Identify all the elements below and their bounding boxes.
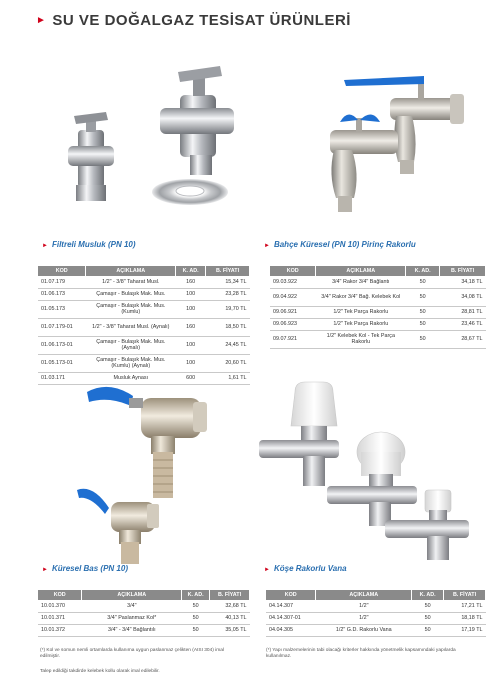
cell-price: 28,67 TL — [440, 330, 486, 348]
cell-price: 35,05 TL — [210, 624, 250, 636]
cell-code: 10.01.371 — [38, 612, 82, 624]
section-arrow-icon: ► — [264, 243, 270, 249]
cell-desc: 3/4" — [82, 600, 182, 612]
cell-price: 23,28 TL — [206, 288, 250, 300]
footnote-stainless: (*) Kol ve somun nemli ortamlarda kullanıma uygun paslanmaz çelikten (AISI 304) imal edilmiştir. — [40, 648, 224, 660]
column-header-fiyat: B. FİYATI — [444, 590, 486, 600]
section-title-filtreli-musluk — [42, 240, 136, 249]
cell-price: 40,13 TL — [210, 612, 250, 624]
table-row — [38, 300, 250, 318]
table-row — [270, 306, 486, 318]
table-row — [38, 276, 250, 288]
cell-price: 20,60 TL — [206, 354, 250, 372]
cell-code: 09.04.922 — [270, 288, 316, 306]
column-header-aciklama: AÇIKLAMA — [82, 590, 182, 600]
cell-qty: 100 — [176, 336, 206, 354]
section-title-kuresel-bas — [42, 564, 128, 573]
cell-code: 10.01.370 — [38, 600, 82, 612]
table-row — [266, 612, 486, 624]
footnote-regulation: (*) Yapı malzemelerinin tabi olacağı kriterler hakkında yönetmelik kapsamındaki yapılarda kullanılmaz. — [266, 648, 456, 660]
cell-qty: 50 — [182, 624, 210, 636]
cell-code: 01.03.171 — [38, 372, 86, 384]
table-row — [266, 600, 486, 612]
cell-qty: 600 — [176, 372, 206, 384]
section-arrow-icon: ► — [42, 567, 48, 573]
table-header-row — [270, 266, 486, 276]
table-row — [270, 276, 486, 288]
cell-price: 18,50 TL — [206, 318, 250, 336]
table-row — [38, 318, 250, 336]
cell-code: 01.05.173-01 — [38, 354, 86, 372]
cell-price: 18,18 TL — [444, 612, 486, 624]
cell-desc: 3/4" Rakor 3/4" Bağ. Kelebek Kol — [316, 288, 406, 306]
column-header-kad: K. AD. — [406, 266, 440, 276]
cell-qty: 50 — [412, 600, 444, 612]
table-row — [270, 318, 486, 330]
cell-price: 23,46 TL — [440, 318, 486, 330]
cell-desc: 3/4" - 3/4" Bağlantılı — [82, 624, 182, 636]
cell-qty: 50 — [406, 330, 440, 348]
cell-price: 34,18 TL — [440, 276, 486, 288]
cell-code: 09.06.923 — [270, 318, 316, 330]
table-row — [38, 600, 250, 612]
cell-desc: 1/2" Tek Parça Rakorlu — [316, 306, 406, 318]
cell-price: 17,19 TL — [444, 624, 486, 636]
table-row — [38, 336, 250, 354]
cell-qty: 50 — [182, 600, 210, 612]
cell-code: 04.04.305 — [266, 624, 316, 636]
column-header-kod: KOD — [270, 266, 316, 276]
title-arrow-icon: ► — [36, 15, 47, 26]
cell-desc: 1/2" - 3/8" Taharat Musl. (Aynalı) — [86, 318, 176, 336]
column-header-kod: KOD — [266, 590, 316, 600]
column-header-fiyat: B. FİYATI — [210, 590, 250, 600]
table-header-row — [38, 590, 250, 600]
page-title-text: SU VE DOĞALGAZ TESİSAT ÜRÜNLERİ — [52, 12, 351, 29]
cell-qty: 160 — [176, 276, 206, 288]
cell-code: 10.01.372 — [38, 624, 82, 636]
table-row — [270, 330, 486, 348]
cell-desc: 1/2" — [316, 612, 412, 624]
cell-code: 04.14.307 — [266, 600, 316, 612]
cell-code: 09.06.921 — [270, 306, 316, 318]
cell-desc: 3/4" Rakor 3/4" Bağlantı — [316, 276, 406, 288]
section-title-text: Bahçe Küresel (PN 10) Pirinç Rakorlu — [273, 240, 416, 249]
cell-price: 28,81 TL — [440, 306, 486, 318]
cell-desc: 1/2" — [316, 600, 412, 612]
section-title-text: Köşe Rakorlu Vana — [273, 564, 347, 573]
cell-qty: 160 — [176, 318, 206, 336]
cell-code: 01.06.173-01 — [38, 336, 86, 354]
cell-desc: Çamaşır - Bulaşık Mak. Mus. (Kumlu) — [86, 300, 176, 318]
cell-price: 15,34 TL — [206, 276, 250, 288]
cell-code: 04.14.307-01 — [266, 612, 316, 624]
cell-desc: Çamaşır - Bulaşık Mak. Mus. — [86, 288, 176, 300]
section-title-bahce-kuresel — [264, 240, 416, 249]
cell-price: 19,70 TL — [206, 300, 250, 318]
price-table-kuresel-bas — [38, 590, 250, 637]
table-row — [270, 288, 486, 306]
cell-code: 01.05.173 — [38, 300, 86, 318]
cell-code: 09.07.921 — [270, 330, 316, 348]
price-table-bahce-kuresel — [270, 266, 486, 349]
cell-price: 1,61 TL — [206, 372, 250, 384]
cell-desc: 1/2" Tek Parça Rakorlu — [316, 318, 406, 330]
cell-price: 24,45 TL — [206, 336, 250, 354]
column-header-kad: K. AD. — [176, 266, 206, 276]
section-arrow-icon: ► — [42, 243, 48, 249]
cell-desc: Çamaşır - Bulaşık Mak. Mus. (Kumlu) (Aynalı) — [86, 354, 176, 372]
cell-qty: 50 — [406, 318, 440, 330]
cell-qty: 50 — [406, 276, 440, 288]
cell-qty: 100 — [176, 300, 206, 318]
column-header-kad: K. AD. — [412, 590, 444, 600]
angle-valve-photo — [60, 60, 250, 220]
table-header-row — [38, 266, 250, 276]
section-title-text: Küresel Bas (PN 10) — [51, 564, 128, 573]
table-row — [38, 288, 250, 300]
cell-desc: Musluk Aynası — [86, 372, 176, 384]
radiator-valve-photo — [255, 382, 480, 562]
price-table-kose-rakorlu — [266, 590, 486, 637]
ball-valve-photo — [75, 380, 255, 565]
column-header-aciklama: AÇIKLAMA — [316, 590, 412, 600]
cell-code: 01.06.173 — [38, 288, 86, 300]
garden-valve-photo — [300, 70, 490, 220]
table-row — [38, 624, 250, 636]
cell-desc: 1/2" G.D. Rakorlu Vana — [316, 624, 412, 636]
table-row — [38, 354, 250, 372]
cell-qty: 100 — [176, 288, 206, 300]
table-row — [38, 612, 250, 624]
page-title — [36, 12, 351, 29]
section-title-kose-rakorlu — [264, 564, 347, 573]
section-arrow-icon: ► — [264, 567, 270, 573]
cell-qty: 100 — [176, 354, 206, 372]
price-table-filtreli-musluk — [38, 266, 250, 385]
cell-price: 34,08 TL — [440, 288, 486, 306]
cell-desc: Çamaşır - Bulaşık Mak. Mus. (Aynalı) — [86, 336, 176, 354]
column-header-kod: KOD — [38, 590, 82, 600]
cell-qty: 50 — [412, 624, 444, 636]
cell-desc: 1/2" - 3/8" Taharat Musl. — [86, 276, 176, 288]
cell-qty: 50 — [182, 612, 210, 624]
cell-code: 01.07.179 — [38, 276, 86, 288]
cell-qty: 50 — [412, 612, 444, 624]
cell-desc: 3/4" Paslanmaz Kol* — [82, 612, 182, 624]
cell-desc: 1/2" Kelebek Kol - Tek Parça Rakorlu — [316, 330, 406, 348]
column-header-fiyat: B. FİYATI — [440, 266, 486, 276]
column-header-kad: K. AD. — [182, 590, 210, 600]
cell-price: 17,21 TL — [444, 600, 486, 612]
section-title-text: Filtreli Musluk (PN 10) — [51, 240, 136, 249]
table-header-row — [266, 590, 486, 600]
table-row — [266, 624, 486, 636]
cell-qty: 50 — [406, 306, 440, 318]
column-header-fiyat: B. FİYATI — [206, 266, 250, 276]
cell-qty: 50 — [406, 288, 440, 306]
cell-code: 01.07.179-01 — [38, 318, 86, 336]
cell-code: 09.03.922 — [270, 276, 316, 288]
footnote-butterfly: Talep edildiği takdirde kelebek kollu olarak imal edilebilir. — [40, 669, 160, 674]
column-header-aciklama: AÇIKLAMA — [86, 266, 176, 276]
cell-price: 32,68 TL — [210, 600, 250, 612]
column-header-aciklama: AÇIKLAMA — [316, 266, 406, 276]
column-header-kod: KOD — [38, 266, 86, 276]
